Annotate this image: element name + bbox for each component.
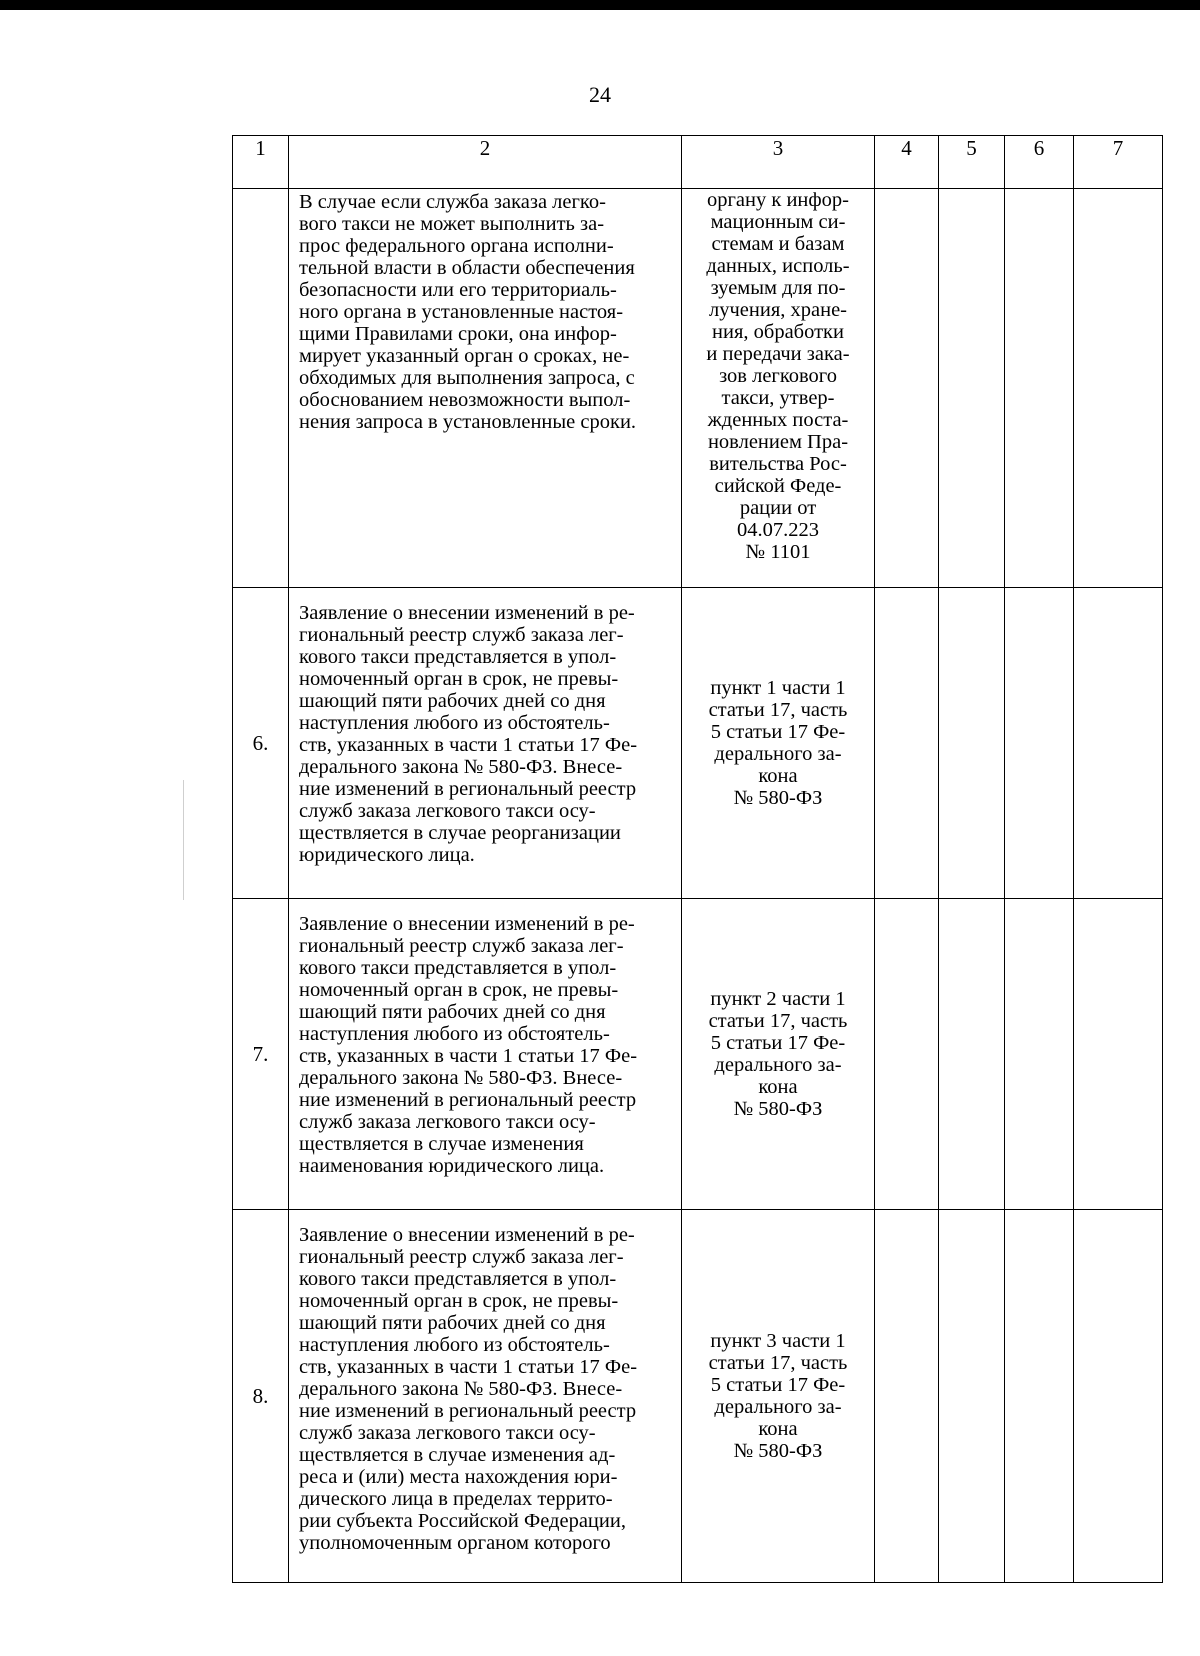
table-row: [233, 1210, 1163, 1583]
legal-basis: пункт 3 части 1 статьи 17, часть 5 статьи 17 Фе- дерального за- кона № 580-ФЗ: [682, 1210, 875, 1583]
empty-cell: [875, 899, 939, 1210]
legal-basis: органу к инфор- мационным си- стемам и базам данных, исполь- зуемым для по- лучения, хране- ния, обработки и передачи зака- зов легкового такси, утвер- жденных поста- новлением Пра- вительства Рос- сийской Феде- рации от 04.07.223 № 1101: [682, 189, 875, 588]
empty-cell: [1005, 899, 1074, 1210]
requirement-text: Заявление о внесении изменений в ре- гиональный реестр служб заказа лег- кового такси представляется в упол- номоченный орган в срок, не превы- шающий пяти рабочих дней со дня наступления любого из обстоятель- ств, указанных в части 1 статьи 17 Фе- дерального закона № 580-ФЗ. Внесе- ние изменений в региональный реестр служб заказа легкового такси осу- ществляется в случае изменения наименования юридического лица.: [289, 899, 682, 1210]
empty-cell: [1074, 588, 1163, 899]
empty-cell: [939, 899, 1005, 1210]
empty-cell: [1074, 1210, 1163, 1583]
empty-cell: [875, 1210, 939, 1583]
page-number: 24: [589, 82, 611, 107]
header-cell-7: 7: [1074, 136, 1163, 189]
empty-cell: [1005, 1210, 1074, 1583]
table-row: [233, 588, 1163, 899]
table-row: [233, 899, 1163, 1210]
empty-cell: [1074, 189, 1163, 588]
legal-basis: пункт 1 части 1 статьи 17, часть 5 статьи 17 Фе- дерального за- кона № 580-ФЗ: [682, 588, 875, 899]
empty-cell: [1005, 189, 1074, 588]
row-number: 8.: [233, 1210, 289, 1583]
empty-cell: [1074, 899, 1163, 1210]
empty-cell: [939, 189, 1005, 588]
requirement-text: Заявление о внесении изменений в ре- гиональный реестр служб заказа лег- кового такси представляется в упол- номоченный орган в срок, не превы- шающий пяти рабочих дней со дня наступления любого из обстоятель- ств, указанных в части 1 статьи 17 Фе- дерального закона № 580-ФЗ. Внесе- ние изменений в региональный реестр служб заказа легкового такси осу- ществляется в случае изменения ад- реса и (или) места нахождения юри- дического лица в пределах террито- рии субъекта Российской Федерации, уполномоченным органом которого: [289, 1210, 682, 1583]
table-header-row: [233, 136, 1163, 189]
header-cell-4: 4: [875, 136, 939, 189]
row-number: 6.: [233, 588, 289, 899]
empty-cell: [939, 1210, 1005, 1583]
requirement-text: Заявление о внесении изменений в ре- гиональный реестр служб заказа лег- кового такси представляется в упол- номоченный орган в срок, не превы- шающий пяти рабочих дней со дня наступления любого из обстоятель- ств, указанных в части 1 статьи 17 Фе- дерального закона № 580-ФЗ. Внесе- ние изменений в региональный реестр служб заказа легкового такси осу- ществляется в случае реорганизации юридического лица.: [289, 588, 682, 899]
scan-margin-mark: [183, 780, 184, 900]
table-row: [233, 189, 1163, 588]
header-cell-1: 1: [233, 136, 289, 189]
empty-cell: [1005, 588, 1074, 899]
empty-cell: [875, 588, 939, 899]
header-cell-2: 2: [289, 136, 682, 189]
header-cell-3: 3: [682, 136, 875, 189]
header-cell-5: 5: [939, 136, 1005, 189]
empty-cell: [875, 189, 939, 588]
header-cell-6: 6: [1005, 136, 1074, 189]
requirement-text: В случае если служба заказа легко- вого такси не может выполнить за- прос федерального органа исполни- тельной власти в области обеспечения безопасности или его территориаль- ного органа в установленные настоя- щими Правилами сроки, она инфор- мирует указанный орган о сроках, не- обходимых для выполнения запроса, с обоснованием невозможности выпол- нения запроса в установленные сроки.: [289, 189, 682, 588]
requirements-table: [232, 135, 1163, 1583]
row-number: [233, 189, 289, 588]
scan-top-border: [0, 0, 1200, 10]
legal-basis: пункт 2 части 1 статьи 17, часть 5 статьи 17 Фе- дерального за- кона № 580-ФЗ: [682, 899, 875, 1210]
empty-cell: [939, 588, 1005, 899]
row-number: 7.: [233, 899, 289, 1210]
